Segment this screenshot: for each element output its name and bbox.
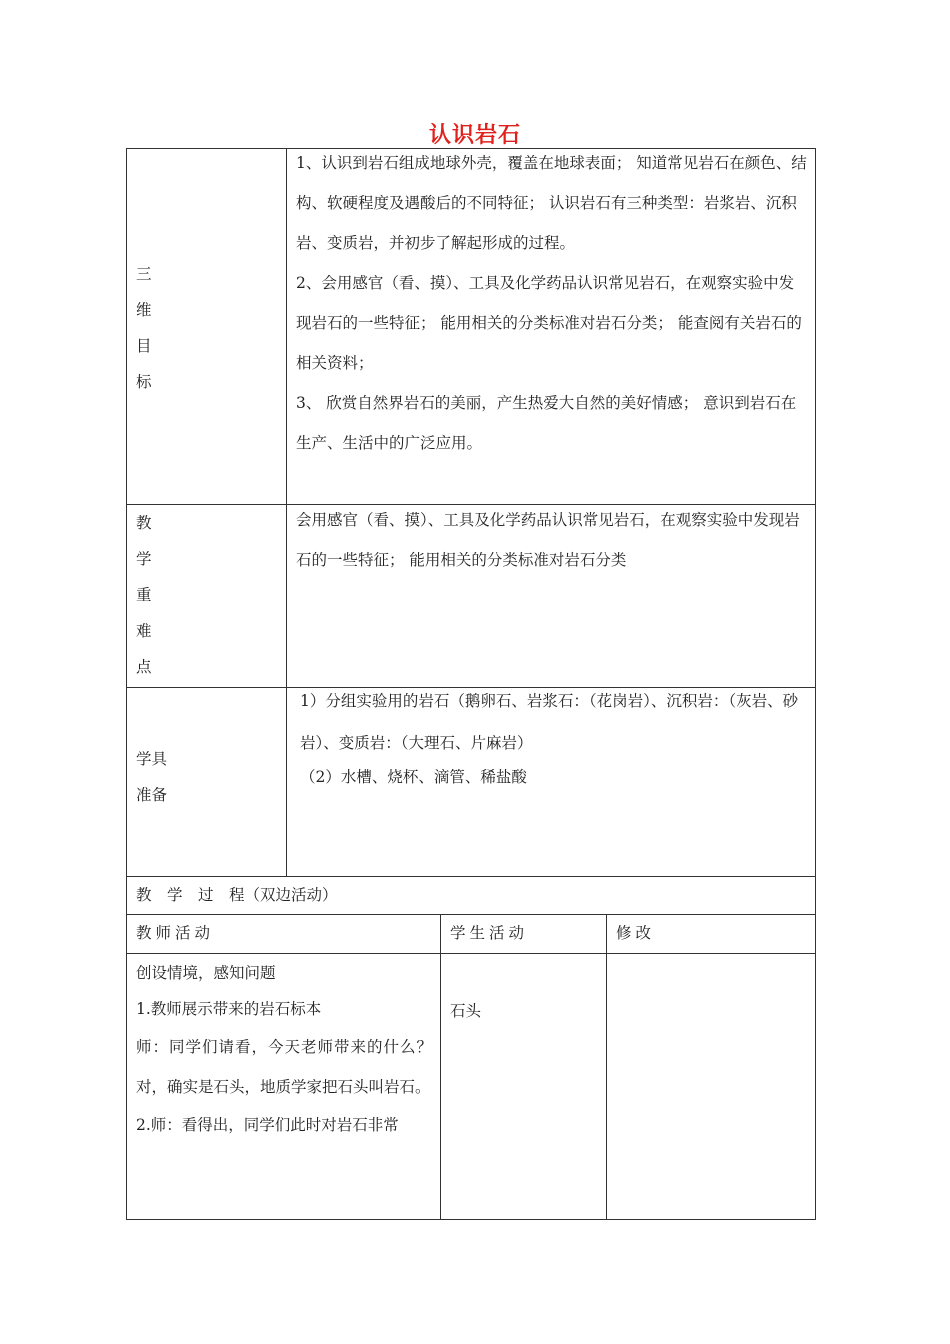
column-divider — [286, 148, 287, 877]
materials-label-line: 学具 — [136, 750, 168, 768]
key-points-content — [296, 500, 808, 580]
teacher-activity-line: 1.教师展示带来的岩石标本 — [136, 1000, 322, 1018]
goals-label-char: 维 — [136, 301, 152, 319]
key-points-label-char: 学 — [136, 550, 152, 568]
key-points-text: 会用感官（看、摸）、工具及化学药品认识常见岩石，在观察实验中发现岩石的一些特征； 能用相关的分类标准对岩石分类 — [296, 511, 800, 569]
key-points-label-char: 教 — [136, 514, 152, 532]
student-activity: 石头 — [450, 1002, 482, 1020]
goals-label-char: 三 — [136, 265, 152, 283]
column-header-teacher: 教师活动 — [136, 924, 215, 942]
column-divider — [440, 914, 441, 1220]
key-points-label — [136, 505, 276, 685]
table-border-left — [126, 148, 127, 1220]
goal-paragraph: 1、认识到岩石组成地球外壳，覆盖在地球表面； 知道常见岩石在颜色、结构、软硬程度及遇酸后的不同特征； 认识岩石有三种类型：岩浆岩、沉积岩、变质岩，并初步了解起形成的过程。 — [296, 154, 807, 252]
key-points-label-char: 点 — [136, 658, 152, 676]
column-header-student: 学生活动 — [450, 924, 529, 942]
process-header: 教 学 过 程（双边活动） — [136, 886, 338, 904]
key-points-label-char: 难 — [136, 622, 152, 640]
goals-label-char: 标 — [136, 373, 152, 391]
row-divider — [126, 876, 816, 877]
materials-line: 1）分组实验用的岩石（鹅卵石、岩浆石：（花岗岩）、沉积岩：（灰岩、砂岩）、变质岩：（大理石、片麻岩） — [300, 692, 799, 752]
goals-content — [296, 143, 808, 463]
key-points-label-char: 重 — [136, 586, 152, 604]
document-title: 认识岩石 — [428, 122, 521, 148]
goals-label — [136, 256, 276, 400]
teacher-activity-line: 对，确实是石头，地质学家把石头叫岩石。 — [136, 1078, 431, 1096]
column-header-revise: 修改 — [616, 924, 656, 942]
goal-paragraph: 2、会用感官（看、摸）、工具及化学药品认识常见岩石，在观察实验中发现岩石的一些特征； 能用相关的分类标准对岩石分类； 能查阅有关岩石的相关资料； — [296, 274, 802, 372]
materials-line: （2）水槽、烧杯、滴管、稀盐酸 — [300, 768, 527, 786]
table-border-right — [815, 148, 816, 1220]
materials-label — [136, 741, 276, 813]
materials-label-line: 准备 — [136, 786, 168, 804]
teacher-activity — [136, 955, 436, 1143]
row-divider — [126, 914, 816, 915]
goals-label-char: 目 — [136, 337, 152, 355]
table-border-bottom — [126, 1219, 816, 1220]
goal-paragraph: 3、 欣赏自然界岩石的美丽，产生热爱大自然的美好情感； 意识到岩石在生产、生活中的广泛应用。 — [296, 394, 797, 452]
teacher-activity-line: 师：同学们请看，今天老师带来的什么？ — [136, 1038, 434, 1056]
revise-cell — [607, 954, 815, 1219]
teacher-activity-line: 创设情境，感知问题 — [136, 964, 276, 982]
materials-content — [300, 680, 810, 798]
teacher-activity-line: 2.师：看得出，同学们此时对岩石非常 — [136, 1116, 399, 1134]
